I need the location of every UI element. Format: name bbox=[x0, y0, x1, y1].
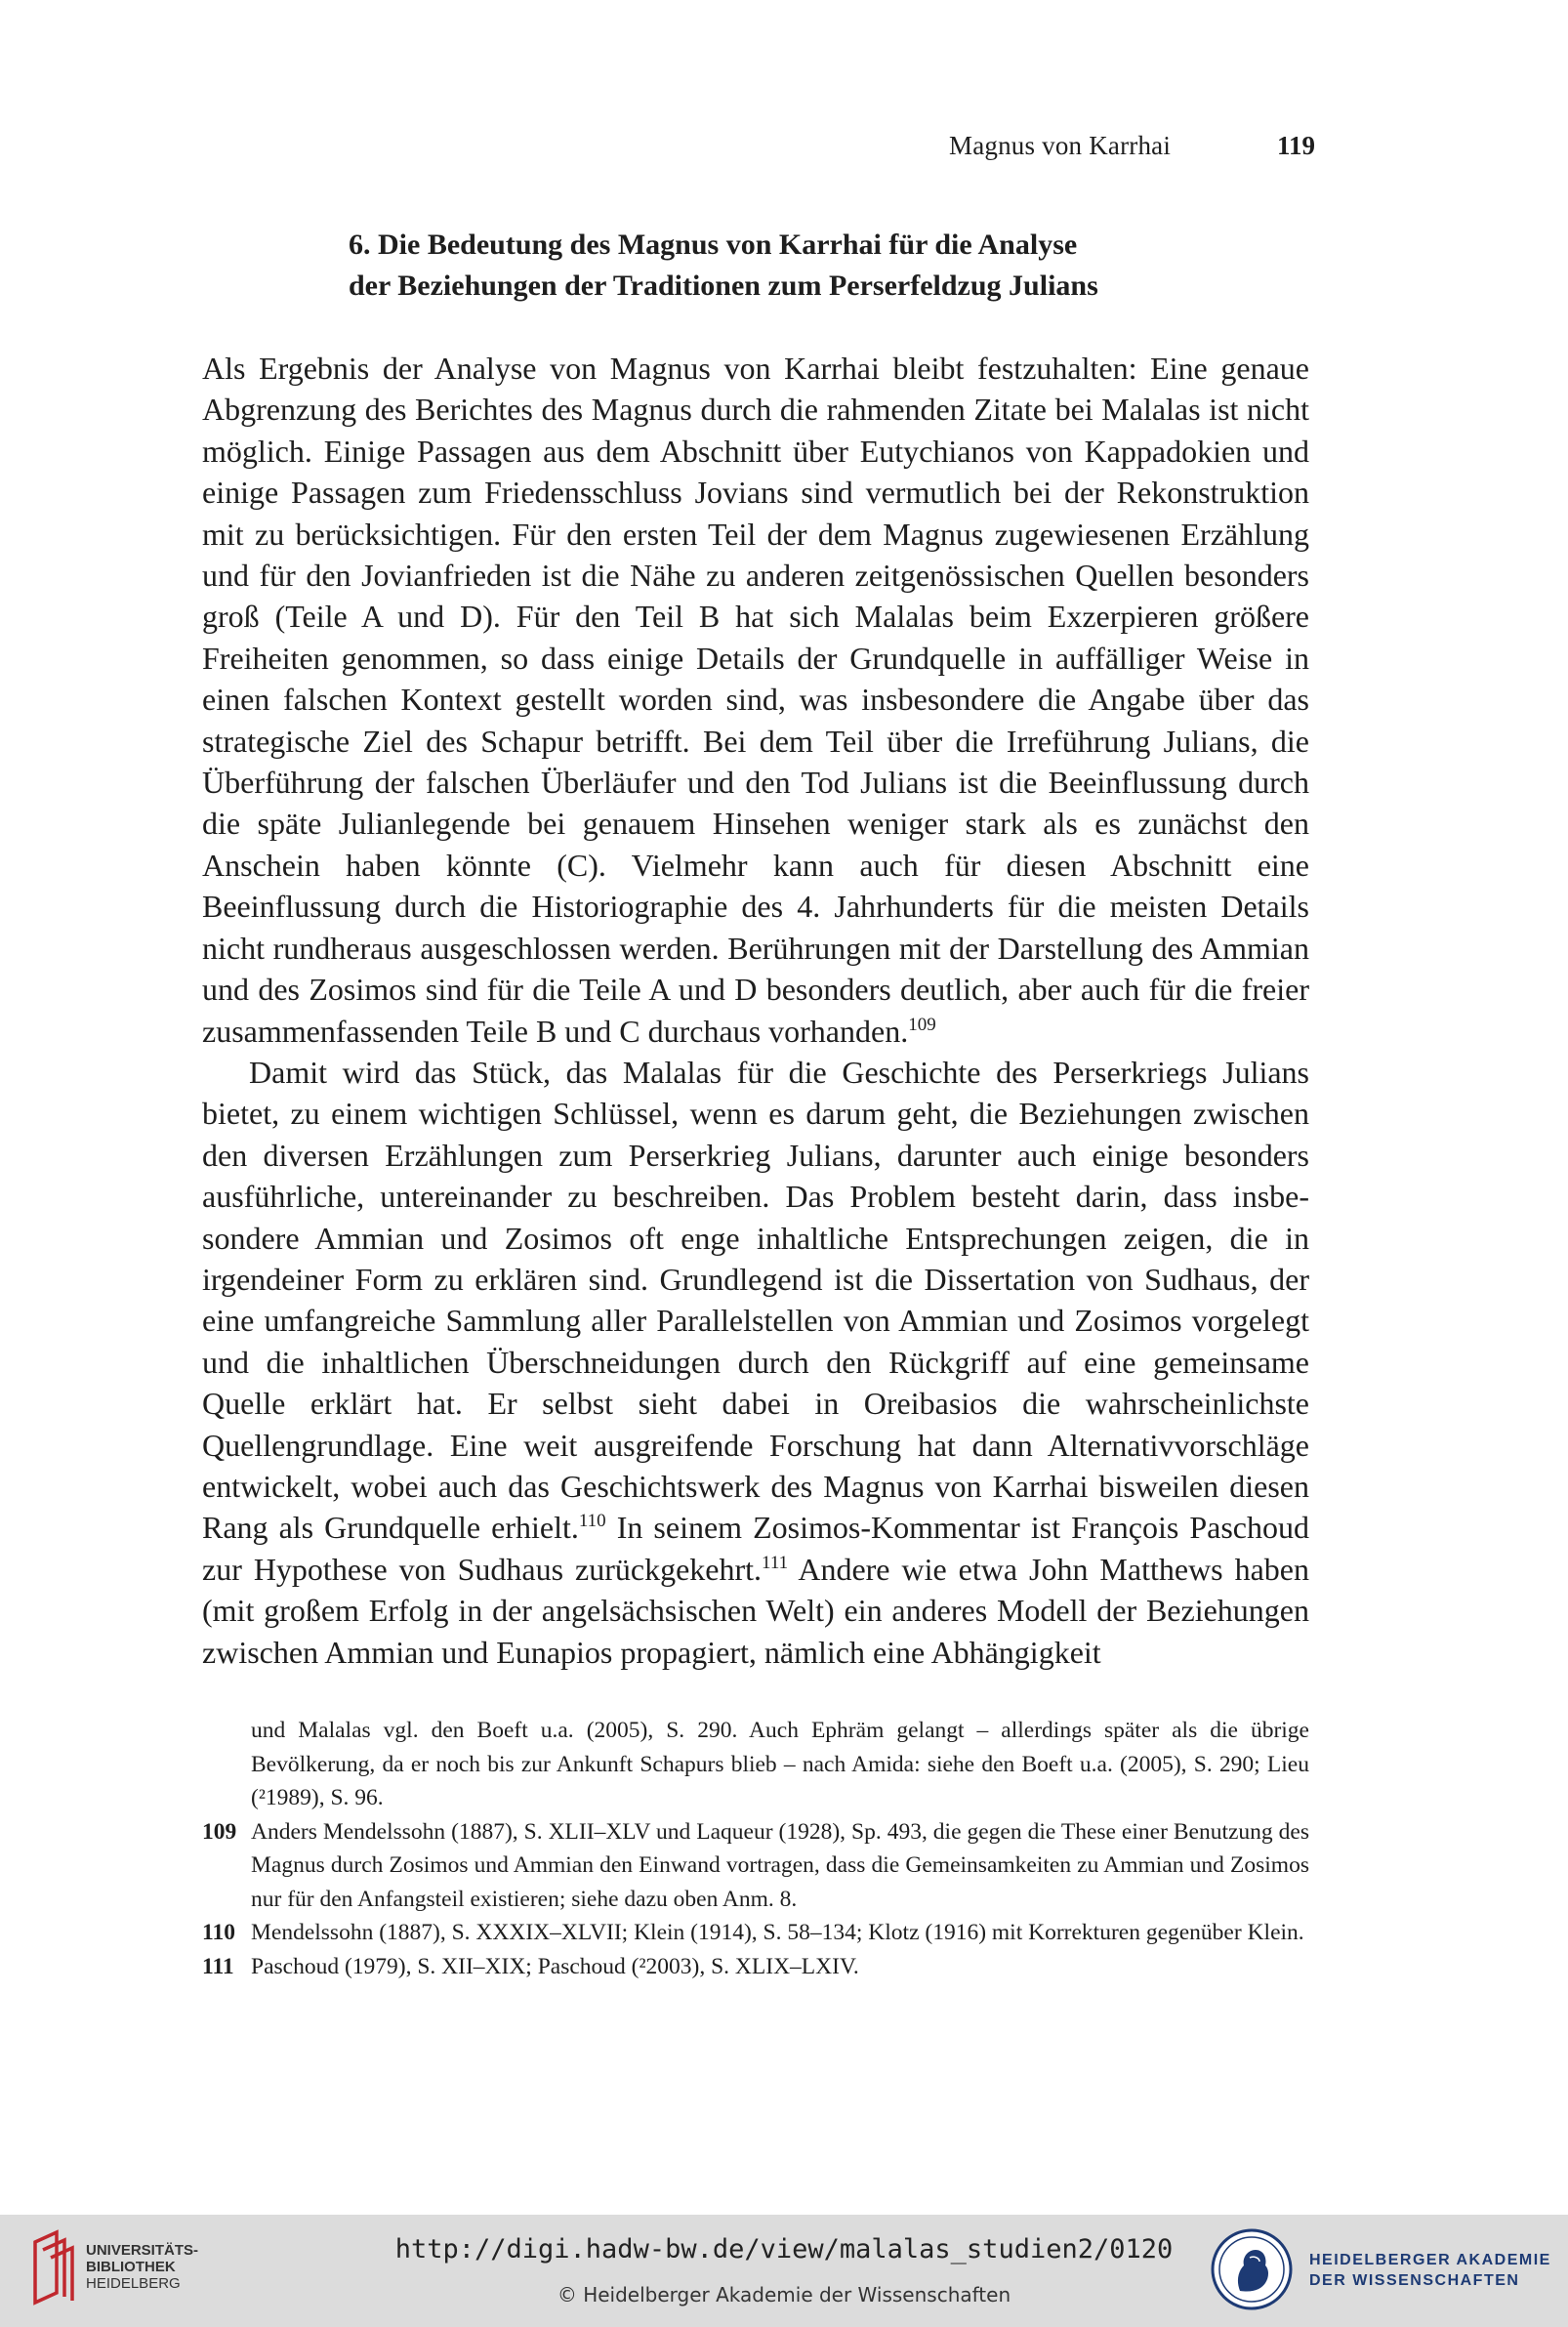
footnote-ref-109[interactable]: 109 bbox=[908, 1014, 936, 1035]
hadw-seal-icon[interactable] bbox=[1211, 2228, 1293, 2310]
footnote-number: 111 bbox=[202, 1953, 234, 1979]
paragraph-2 bbox=[202, 1052, 1309, 1673]
footnote-number: 110 bbox=[202, 1920, 235, 1945]
footnote-110 bbox=[202, 1916, 1309, 1950]
footnote-ref-111[interactable]: 111 bbox=[762, 1552, 789, 1573]
footnote-continued bbox=[202, 1714, 1309, 1815]
footnote-continued-text: und Malalas vgl. den Boeft u.a. (2005), S. 290. Auch Ephräm gelangt – allerdings später als die übrige Bevölkerung, da er noch bis zur Ankunft Schapurs blieb – nach Amida: siehe den Boeft u.a. (2005), S. 290; Lieu (²1989), S. 96. bbox=[251, 1718, 1309, 1810]
hadw-line-1: HEIDELBERGER AKADEMIE bbox=[1309, 2252, 1551, 2268]
copyright-notice: © Heidelberger Akademie der Wissenschaften bbox=[557, 2283, 1011, 2306]
footnote-number: 109 bbox=[202, 1818, 237, 1845]
ub-line-2: BIBLIOTHEK bbox=[86, 2259, 176, 2275]
section-heading-line-2: der Beziehungen der Traditionen zum Perserfeldzug Julians bbox=[349, 270, 1098, 302]
hadw-wordmark bbox=[1309, 2250, 1551, 2291]
paragraph-2-text-a: Damit wird das Stück, das Malalas für die Geschichte des Perserkriegs Julians bietet, zu einem wichtigen Schlüssel, wenn es darum geht, die Beziehungen zwischen den diversen Erzählungen zum Perserkrieg Julians, darunter auch einige besonders ausführliche, untereinander zu beschreiben. Das Problem besteht darin, dass insbesondere Ammian und Zosimos oft enge inhaltliche Entsprechungen zeigen, die in irgendeiner Form zu erklären sind. Grundlegend ist die Dissertation von Sudhaus, der eine umfangreiche Sammlung aller Parallelstellen von Ammian und Zosimos vorgelegt und die inhaltlichen Überschneidungen durch den Rückgriff auf eine gemeinsame Quelle erklärt hat. Er selbst sieht dabei in Oreibasios die wahrscheinlichste Quellengrundlage. Eine weit ausgreifende Forschung hat dann Alternativvorschläge entwickelt, wobei auch das Geschichtswerk des Magnus von Karrhai bisweilen diesen Rang als Grundquelle erhielt. bbox=[202, 1054, 1309, 1546]
paragraph-1-text: Als Ergebnis der Analyse von Magnus von Karrhai bleibt festzuhalten: Eine genaue Abgrenzung des Berichtes des Magnus durch die rahmenden Zitate bei Malalas ist nicht möglich. Einige Passagen aus dem Abschnitt über Eutychianos von Kappadokien und einige Passagen zum Friedensschluss Jovians sind vermutlich bei der Rekonstruktion mit zu berücksichtigen. Für den ersten Teil der dem Magnus zugewiesenen Erzählung und für den Jovianfrieden ist die Nähe zu anderen zeitgenössischen Quellen besonders groß (Teile A und D). Für den Teil B hat sich Malalas beim Exzerpieren größere Freiheiten genommen, so dass einige Details der Grundquelle in auffälliger Weise in einen falschen Kontext gestellt worden sind, was insbesondere die Angabe über das strategische Ziel des Schapur betrifft. Bei dem Teil über die Irreführung Julians, die Überführung der falschen Überläufer und den Tod Julians ist die Beeinflussung durch die späte Julianlegende bei genauem Hinsehen weniger stark als es zunächst den Anschein haben könnte (C). Vielmehr kann auch für diesen Abschnitt eine Beeinflussung durch die Historiographie des 4. Jahrhunderts für die meisten Details nicht rundheraus ausgeschlossen werden. Berührungen mit der Darstellung des Ammian und des Zosimos sind für die Teile A und D besonders deutlich, aber auch für die freier zusammenfassenden Teile B und C durchaus vorhanden. bbox=[202, 351, 1309, 1049]
footnote-109 bbox=[202, 1815, 1309, 1917]
paragraph-1 bbox=[202, 348, 1309, 1052]
section-heading bbox=[349, 225, 1227, 307]
paragraph-2-text-c: Andere wie etwa John Matthews haben (mit großem Erfolg in der angelsächsischen Welt) ein anderes Modell der Beziehungen zwischen Ammian und Eunapios propagiert, nämlich eine Abhängigkeit bbox=[202, 1551, 1310, 1670]
source-url-link[interactable]: http://digi.hadw-bw.de/view/malalas_studien2/0120 bbox=[394, 2234, 1174, 2265]
footer-bar bbox=[0, 2215, 1568, 2327]
footnotes bbox=[202, 1714, 1309, 1983]
paragraph-2-text-b: In seinem Zosimos-Kommentar ist François Paschoud zur Hypothese von Sudhaus zurückgekehrt. bbox=[202, 1510, 1310, 1587]
ub-line-1: UNIVERSITÄTS- bbox=[86, 2242, 199, 2259]
hadw-line-2: DER WISSENSCHAFTEN bbox=[1309, 2272, 1520, 2289]
ub-line-3: HEIDELBERG bbox=[86, 2275, 181, 2292]
page-number: 119 bbox=[1277, 131, 1316, 160]
footnote-text: Anders Mendelssohn (1887), S. XLII–XLV und Laqueur (1928), Sp. 493, die gegen die These einer Benutzung des Magnus durch Zosimos und Ammian den Einwand vortragen, dass die Gemeinsamkeiten zu Ammian und Zosimos nur für den Anfangsteil existieren; siehe dazu oben Anm. 8. bbox=[251, 1818, 1309, 1912]
footnote-ref-110[interactable]: 110 bbox=[578, 1511, 606, 1532]
footnote-text: Mendelssohn (1887), S. XXXIX–XLVII; Klein (1914), S. 58–134; Klotz (1916) mit Korrekturen gegenüber Klein. bbox=[251, 1920, 1304, 1945]
footnote-111 bbox=[202, 1950, 1309, 1984]
footnote-text: Paschoud (1979), S. XII–XIX; Paschoud (²2003), S. XLIX–LXIV. bbox=[251, 1953, 859, 1979]
section-heading-line-1: 6. Die Bedeutung des Magnus von Karrhai für die Analyse bbox=[349, 229, 1078, 261]
body-text bbox=[202, 348, 1309, 1673]
running-head bbox=[0, 131, 1568, 170]
running-title: Magnus von Karrhai bbox=[949, 131, 1172, 160]
